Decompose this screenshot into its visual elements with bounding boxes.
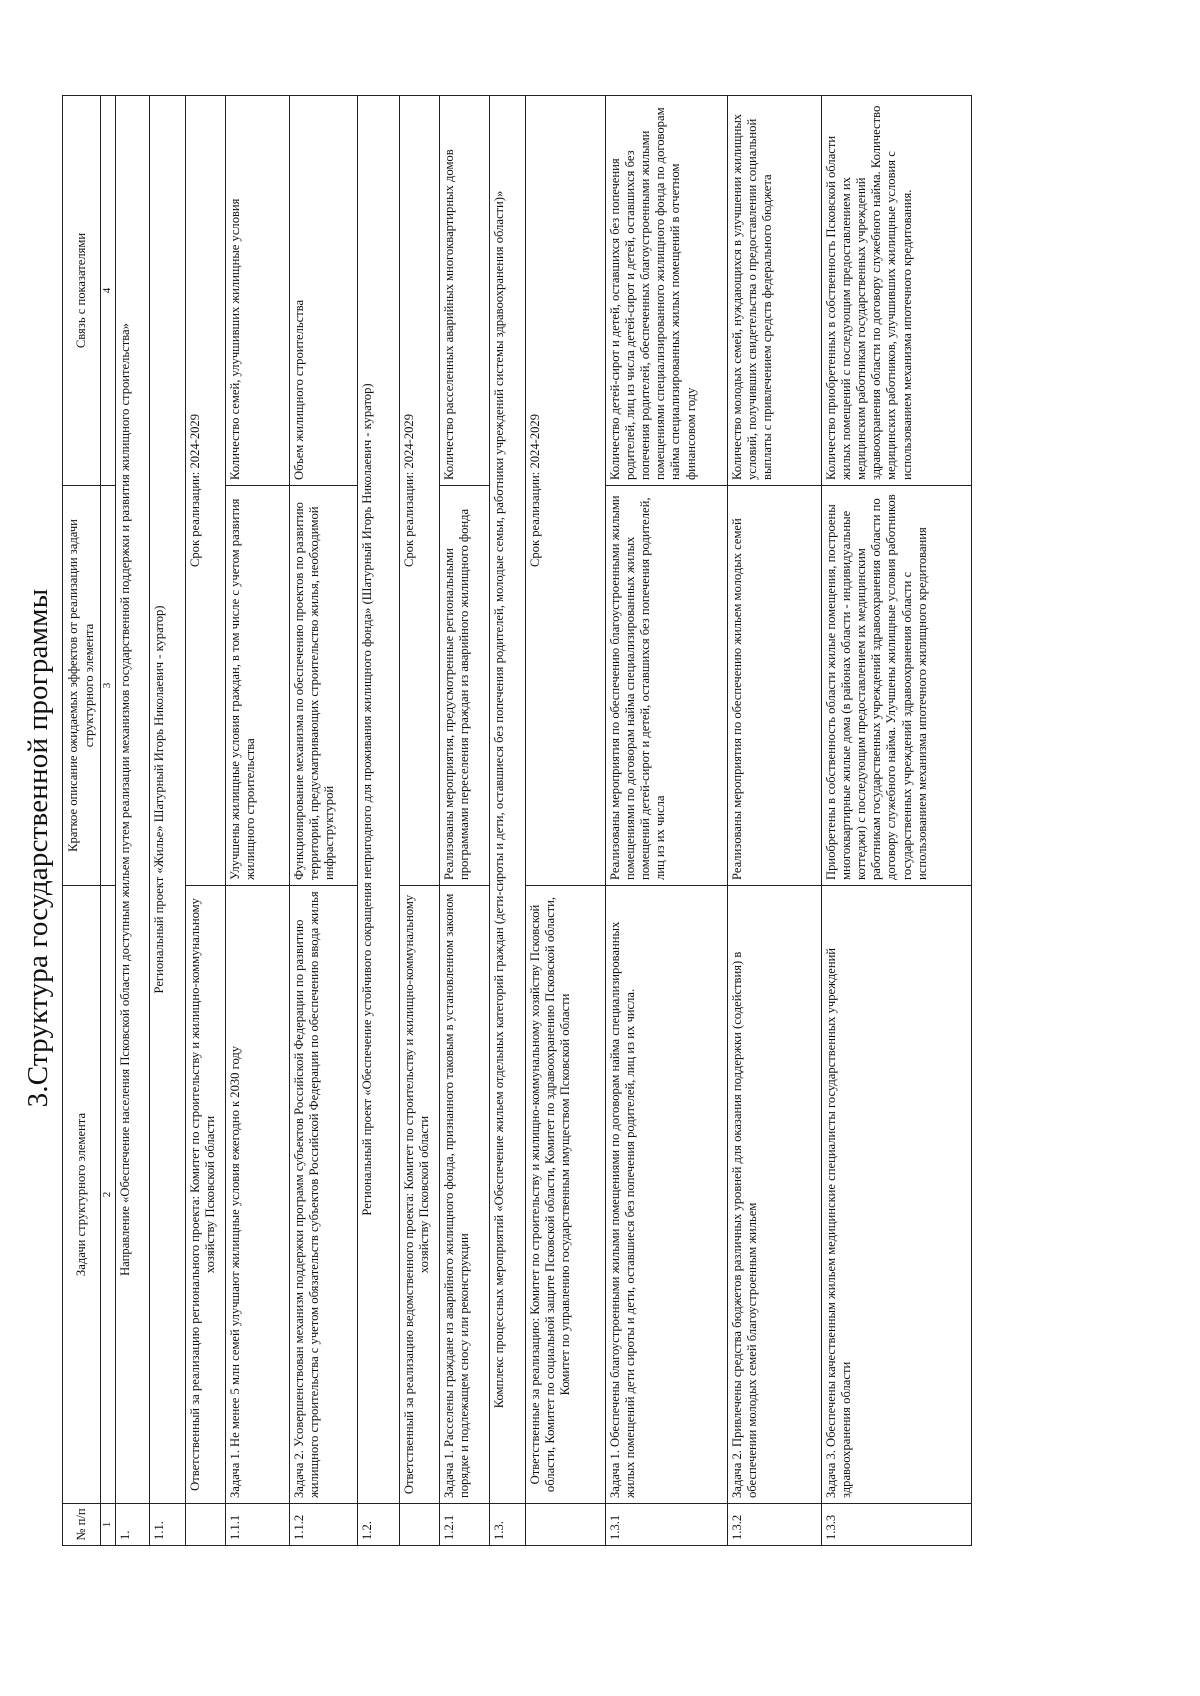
effect-text: Реализованы мероприятия, предусмотренные региональными программами переселения граждан из аварийного жилищного фонда bbox=[440, 486, 490, 886]
task-text: Задача 3. Обеспечены качественным жильем медицинские специалисты государственных учреждений здравоохранения области bbox=[822, 886, 972, 1504]
header-link: Связь с показателями bbox=[63, 96, 101, 486]
project-row bbox=[358, 96, 400, 1546]
row-number: 1.3.1 bbox=[606, 1504, 728, 1546]
table-header-row bbox=[63, 96, 101, 1546]
responsible-text: Ответственный за реализацию регионального проекта: Комитет по строительству и жилищно-коммунальному хозяйству Псковской области bbox=[186, 886, 226, 1504]
indicator-text: Количество семей, улучшивших жилищные условия bbox=[226, 96, 290, 486]
complex-title: Комплекс процессных мероприятий «Обеспечение жильем отдельных категорий граждан (дети-сироты и дети, оставшиеся без попечения родителей, молодые семьи, работники учреждений системы здравоохранения области)» bbox=[490, 96, 526, 1504]
effect-text: Реализованы мероприятия по обеспечению благоустроенными жилыми помещениями по договорам найма специализированных жилых помещений детей-сирот и детей, оставшихся без попечения родителей, лиц из их числа bbox=[606, 486, 728, 886]
row-number: 1.1.2 bbox=[290, 1504, 358, 1546]
term-text: Срок реализации: 2024-2029 bbox=[400, 96, 440, 886]
header-task: Задачи структурного элемента bbox=[63, 886, 101, 1504]
responsible-row bbox=[526, 96, 606, 1546]
project-title: Региональный проект «Жилье» Шатурный Игорь Николаевич - куратор) bbox=[150, 96, 186, 1504]
indicator-text: Объем жилищного строительства bbox=[290, 96, 358, 486]
column-number: 1 bbox=[101, 1504, 116, 1546]
empty-cell bbox=[186, 1504, 226, 1546]
indicator-text: Количество приобретенных в собственность Псковской области жилых помещений с последующим предоставлением их медицинским работникам государственных учреждений здравоохранения области по договору служебного найма. Количество медицинских работников, улучшивших жилищные условия с использованием механизма ипотечного кредитования. bbox=[822, 96, 972, 486]
direction-title: Направление «Обеспечение населения Псковской области доступным жильем путем реализации механизмов государственной поддержки и развития жилищного строительства» bbox=[116, 96, 150, 1504]
indicator-text: Количество молодых семей, нуждающихся в улучшении жилищных условий, получивших свидетельства о предоставлении социальной выплаты с привлечением средств федерального бюджета bbox=[728, 96, 822, 486]
row-number: 1.3.3 bbox=[822, 1504, 972, 1546]
indicator-text: Количество детей-сирот и детей, оставшихся без попечения родителей, лиц из числа детей-сирот и детей, оставшихся без попечения родителей, обеспеченных благоустроенными жилыми помещениями специализированного жилищного фонда по договорам найма специализированных жилых помещений в отчетном финансовом году bbox=[606, 96, 728, 486]
header-effects: Краткое описание ожидаемых эффектов от реализации задачи структурного элемента bbox=[63, 486, 101, 886]
effect-text: Реализованы мероприятия по обеспечению жильем молодых семей bbox=[728, 486, 822, 886]
effect-text: Улучшены жилищные условия граждан, в том числе с учетом развития жилищного строительства bbox=[226, 486, 290, 886]
responsible-text: Ответственные за реализацию: Комитет по строительству и жилищно-коммунальному хозяйству Псковской области, Комитет по социальной защите Псковской области, Комитет по здравоохранению Псковской области, Комитет по управлению государственным имуществом Псковской области bbox=[526, 886, 606, 1504]
responsible-row bbox=[186, 96, 226, 1546]
task-text: Задача 2. Усовершенствован механизм поддержки программ субъектов Российской Федерации по развитию жилищного строительства с учетом обязательств субъектов Российской Федерации по обеспечению ввода жилья bbox=[290, 886, 358, 1504]
column-number: 2 bbox=[101, 886, 116, 1504]
term-text: Срок реализации: 2024-2029 bbox=[526, 96, 606, 886]
task-text: Задача 2. Привлечены средства бюджетов различных уровней для оказания поддержки (содействия) в обеспечении молодых семей благоустроенным жильем bbox=[728, 886, 822, 1504]
row-number: 1.3. bbox=[490, 1504, 526, 1546]
table-row bbox=[290, 96, 358, 1546]
table-row bbox=[440, 96, 490, 1546]
column-number-row bbox=[101, 96, 116, 1546]
page-title: 3.Структура государственной программы bbox=[22, 588, 54, 1108]
row-number: 1.1. bbox=[150, 1504, 186, 1546]
table-row bbox=[226, 96, 290, 1546]
row-number: 1. bbox=[116, 1504, 150, 1546]
table-row bbox=[606, 96, 728, 1546]
empty-cell bbox=[526, 1504, 606, 1546]
task-text: Задача 1. Не менее 5 млн семей улучшают жилищные условия ежегодно к 2030 году bbox=[226, 886, 290, 1504]
row-number: 1.3.2 bbox=[728, 1504, 822, 1546]
direction-row bbox=[116, 96, 150, 1546]
effect-text: Функционирование механизма по обеспечению проектов по развитию территорий, предусматривающих строительство жилья, необходимой инфраструктурой bbox=[290, 486, 358, 886]
project-title: Региональный проект «Обеспечение устойчивого сокращения непригодного для проживания жилищного фонда» (Шатурный Игорь Николаевич - куратор) bbox=[358, 96, 400, 1504]
project-row bbox=[150, 96, 186, 1546]
table-row bbox=[822, 96, 972, 1546]
row-number: 1.2. bbox=[358, 1504, 400, 1546]
term-text: Срок реализации: 2024-2029 bbox=[186, 96, 226, 886]
column-number: 3 bbox=[101, 486, 116, 886]
row-number: 1.1.1 bbox=[226, 1504, 290, 1546]
header-number: № п/п bbox=[63, 1504, 101, 1546]
responsible-text: Ответственный за реализацию ведомственного проекта: Комитет по строительству и жилищно-коммунальному хозяйству Псковской области bbox=[400, 886, 440, 1504]
empty-cell bbox=[400, 1504, 440, 1546]
responsible-row bbox=[400, 96, 440, 1546]
table-row bbox=[728, 96, 822, 1546]
row-number: 1.2.1 bbox=[440, 1504, 490, 1546]
structure-table bbox=[62, 95, 972, 1546]
task-text: Задача 1. Расселены граждане из аварийного жилищного фонда, признанного таковым в установленном законом порядке и подлежащем сносу или реконструкции bbox=[440, 886, 490, 1504]
indicator-text: Количество расселенных аварийных многоквартирных домов bbox=[440, 96, 490, 486]
complex-row bbox=[490, 96, 526, 1546]
task-text: Задача 1. Обеспечены благоустроенными жилыми помещениями по договорам найма специализированных жилых помещений дети сироты и дети, оставшиеся без попечения родителей, лиц из их числа. bbox=[606, 886, 728, 1504]
effect-text: Приобретены в собственность области жилые помещения, построены многоквартирные жилые дома (в районах области - индивидуальные коттеджи) с последующим предоставлением их медицинским работникам государственных учреждений здравоохранения области по договору служебного найма. Улучшены жилищные условия работников государственных учреждений здравоохранения области с использованием механизма ипотечного жилищного кредитования bbox=[822, 486, 972, 886]
column-number: 4 bbox=[101, 96, 116, 486]
